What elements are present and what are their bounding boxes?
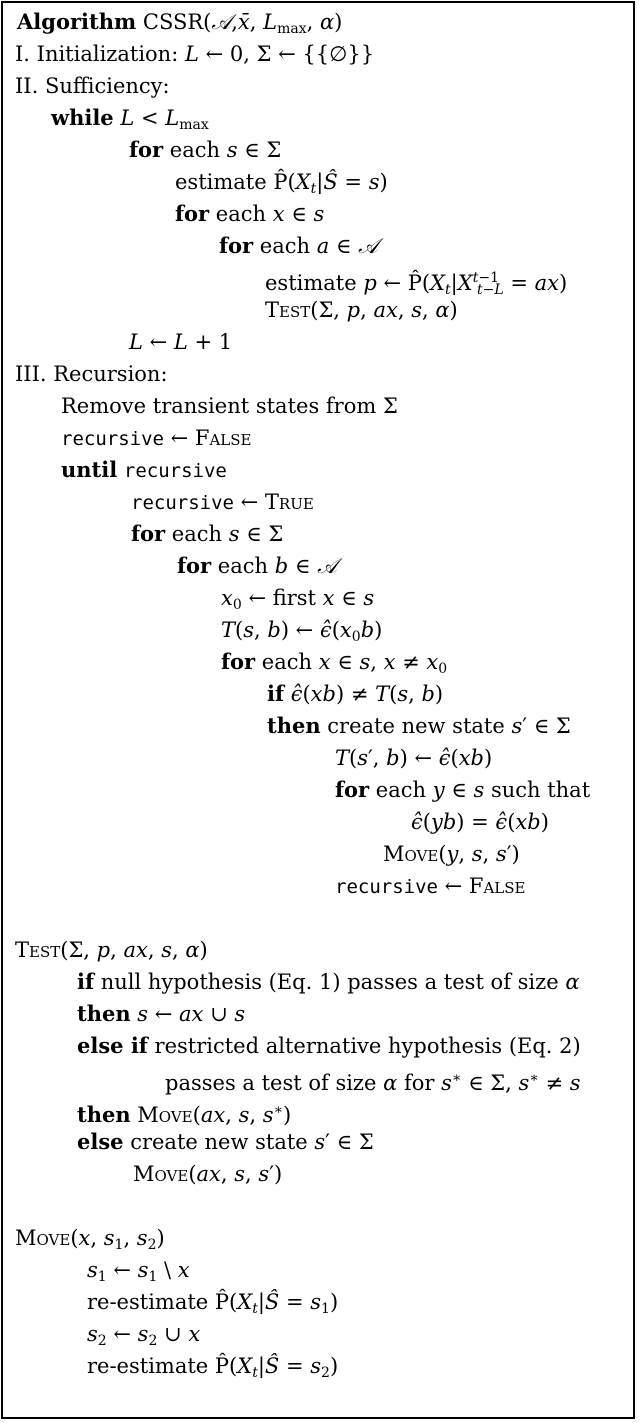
code-line-if-null: if null hypothesis (Eq. 1) passes a test of size α xyxy=(77,969,580,994)
code-line-test-call: Test(Σ, p, ax, s, α) xyxy=(265,298,458,322)
code-line-for-s-in-sigma-2: for each s ∈ Σ xyxy=(131,521,284,546)
code-line-recursive-true: recursive ← True xyxy=(131,490,314,514)
code-line-estimate-p-s: estimate $P̂(X_t|Ŝ = s)$ xyxy=(175,170,388,197)
code-line-if-eps-neq: if ϵ̂(xb) ≠ T(s, b) xyxy=(267,681,444,706)
code-line-l-increment: L ← L + 1 xyxy=(129,330,233,354)
code-line-for-b-in-A: for each b ∈ 𝒜 xyxy=(177,553,337,578)
code-line-move-sprime: Move(ax, s, s′) xyxy=(133,1162,283,1186)
code-line-test-def: Test(Σ, p, ax, s, α) xyxy=(15,938,208,962)
code-line-then-create: then create new state s′ ∈ Σ xyxy=(267,713,571,738)
code-line-eps-yb-eq: ϵ̂(yb) = ϵ̂(xb) xyxy=(411,810,549,834)
code-line-for-a-in-A: for each a ∈ 𝒜 xyxy=(219,233,379,258)
code-line-init: I. Initialization: L ← 0, Σ ← {{∅}} xyxy=(15,42,375,66)
algorithm-box xyxy=(1,1,635,1419)
code-line-move-y: Move(y, s, s′) xyxy=(383,842,520,866)
code-line-while-lmax: while $L < L_{max}$ xyxy=(51,105,209,133)
code-line-recursive-false-2: recursive ← False xyxy=(335,874,526,898)
code-line-passes-test: passes a test of size α for s∗ ∈ Σ, s∗ ≠ s xyxy=(165,1070,581,1095)
code-line-s1-minus: $s_1$ ← $s_1$ \ x xyxy=(87,1258,190,1285)
code-line-move-def: Move(x, $s_1$, $s_2$) xyxy=(15,1226,165,1253)
code-line-then-union: then s ← ax ∪ s xyxy=(77,1001,246,1026)
code-line-else-create: else create new state s′ ∈ Σ xyxy=(77,1129,374,1154)
code-line-then-move-star: then Move(ax, s, s∗) xyxy=(77,1102,292,1127)
code-line-t-sb-assign: T(s, b) ← $\epsilon̂(x_0b)$ xyxy=(221,618,383,645)
code-line-header: Algorithm CSSR(𝒜,x̄, $L_{max}$, α) xyxy=(17,9,343,37)
code-line-reestimate-s2: re-estimate $P̂(X_t|Ŝ = s_2)$ xyxy=(87,1354,339,1381)
code-line-until-recursive: until recursive xyxy=(61,457,227,482)
code-line-x0-first: $x_0$ ← first x ∈ s xyxy=(221,586,375,613)
code-line-recursive-false-1: recursive ← False xyxy=(61,426,252,450)
code-line-for-x-neq-x0: for each x ∈ s, $x \ne x_0$ xyxy=(221,649,448,677)
code-line-recursion: III. Recursion: xyxy=(15,362,168,386)
code-line-sufficiency: II. Sufficiency: xyxy=(15,74,170,98)
code-line-remove-transient: Remove transient states from Σ xyxy=(61,394,398,418)
code-line-for-x-in-s-1: for each x ∈ s xyxy=(175,201,325,226)
code-line-else-if-restricted: else if restricted alternative hypothesis (Eq. 2) xyxy=(77,1033,581,1058)
code-line-reestimate-s1: re-estimate $P̂(X_t|Ŝ = s_1)$ xyxy=(87,1290,339,1317)
code-line-t-sprime-assign: T(s′, b) ← ϵ̂(xb) xyxy=(335,746,493,770)
code-line-for-s-in-sigma-1: for each s ∈ Σ xyxy=(129,137,282,162)
code-line-estimate-p-ax: estimate p ← $P̂(X_t|X^{t-1}_{t-L} = ax)$ xyxy=(265,270,568,298)
code-line-for-y-in-s: for each y ∈ s such that xyxy=(335,777,591,802)
code-line-s2-union: $s_2$ ← $s_2$ ∪ x xyxy=(87,1322,201,1349)
